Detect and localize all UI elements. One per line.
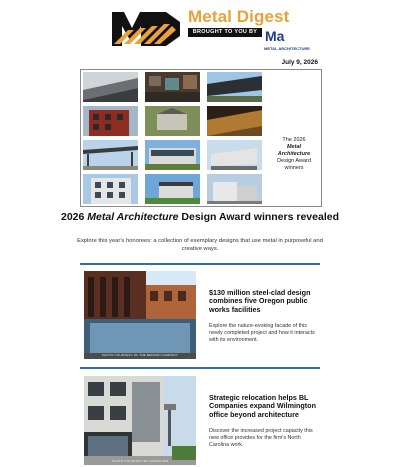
winner-thumbnail[interactable]	[83, 106, 138, 136]
photo-credit: PHOTO COURTESY BL COMPANIES	[111, 459, 169, 463]
winner-thumbnail[interactable]	[145, 174, 200, 204]
newsletter-header	[0, 0, 400, 54]
winner-thumbnail[interactable]	[145, 72, 200, 102]
sponsor-name: METAL ARCHITECTURE	[264, 46, 310, 51]
feature-description: Explore this year's honorees: a collection of exemplary designs that use metal in purposeful and creative ways.	[77, 238, 323, 252]
photo-credit: PHOTO COURTESY OF THE BENSON COMPANY	[101, 353, 179, 357]
winner-thumbnail[interactable]	[83, 140, 138, 170]
hero-caption-rest: Design Award winners	[277, 158, 311, 171]
winner-thumbnail[interactable]	[145, 140, 200, 170]
winner-thumbnail[interactable]	[83, 174, 138, 204]
section-divider	[80, 367, 320, 369]
metal-digest-logo[interactable]	[110, 8, 184, 48]
article-title[interactable]: $130 million steel-clad design combines five Oregon public works facilities	[209, 288, 311, 314]
section-divider	[80, 263, 320, 265]
metal-architecture-logo[interactable]	[264, 26, 286, 48]
brand-name: Metal Digest	[188, 7, 290, 26]
feature-headline[interactable]	[60, 211, 340, 223]
hero-caption-magazine: Metal Architecture	[277, 144, 311, 157]
feature-headline-rest: Design Award winners revealed	[181, 211, 339, 223]
article-description: Explore the nature-evoking facade of this newly completed project and how it interacts with its environment.	[209, 323, 315, 344]
hero-caption-year: The 2026	[282, 137, 306, 143]
issue-date: July 9, 2026	[281, 59, 318, 66]
winner-thumbnail[interactable]	[207, 174, 262, 204]
brought-to-you-banner: BROUGHT TO YOU BY	[188, 28, 262, 37]
article-image[interactable]	[84, 376, 196, 465]
winner-thumbnail[interactable]	[207, 106, 262, 136]
svg-text:Ma: Ma	[265, 28, 285, 44]
hero-caption	[271, 137, 317, 172]
winner-thumbnail[interactable]	[145, 106, 200, 136]
hero-mosaic[interactable]	[80, 69, 322, 207]
article-image[interactable]	[84, 271, 196, 359]
article-title[interactable]: Strategic relocation helps BL Companies expand Wilmington office beyond architecture	[209, 393, 316, 419]
feature-headline-year: 2026	[61, 211, 85, 223]
winner-thumbnail[interactable]	[207, 140, 262, 170]
winner-thumbnail[interactable]	[83, 72, 138, 102]
winner-thumbnail[interactable]	[207, 72, 262, 102]
feature-headline-magazine: Metal Architecture	[87, 211, 179, 223]
article-description: Discover the increased project capacity this new office provides for the firm's North Carolina work.	[209, 428, 313, 449]
